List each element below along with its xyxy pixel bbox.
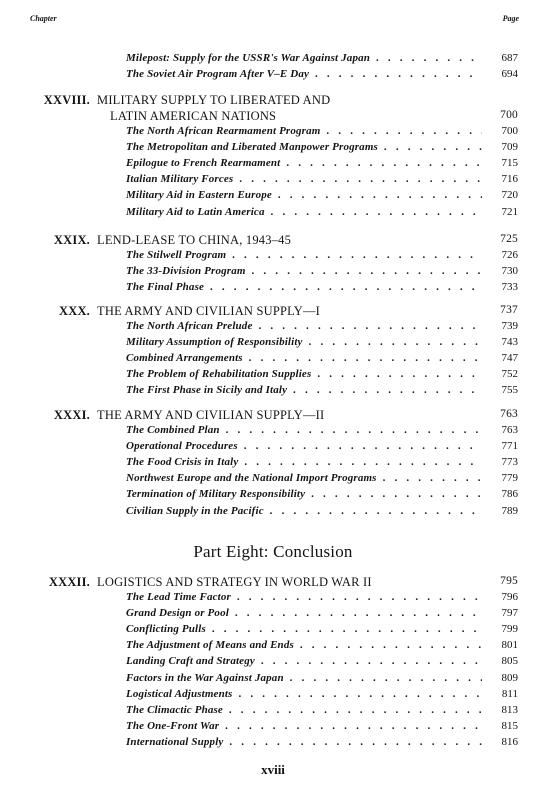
entry-page: 805	[501, 655, 518, 668]
entry-page: 694	[501, 68, 518, 81]
entry-title: Landing Craft and Strategy . . .	[126, 655, 482, 667]
entry-title: The North African Rearmament Program . . .	[126, 125, 482, 137]
entry-title: The Problem of Rehabilitation Supplies . . .	[126, 368, 482, 380]
entry-title: The Food Crisis in Italy . . .	[126, 456, 482, 468]
entry-title: Military Assumption of Responsibility . . .	[126, 336, 482, 348]
entry-title: Milepost: Supply for the USSR's War Against Japan . . .	[126, 52, 482, 64]
entry-page: 752	[501, 368, 518, 381]
entry-page: 739	[501, 320, 518, 332]
entry-page: 733	[501, 281, 518, 294]
entry-page: 709	[501, 141, 518, 154]
entry-page: 811	[501, 687, 518, 700]
chapter-column-header: Chapter	[30, 14, 57, 23]
part-heading: Part Eight: Conclusion	[193, 542, 353, 561]
entry-title: Operational Procedures . . .	[126, 440, 482, 452]
entry-title: The One-Front War . . .	[126, 720, 482, 732]
entry-page: 813	[501, 703, 518, 716]
entry-page: 700	[501, 125, 518, 137]
chapter-title: THE ARMY AND CIVILIAN SUPPLY—II	[97, 408, 325, 422]
entry-page: 763	[501, 424, 518, 436]
entry-page: 809	[501, 671, 518, 684]
entry-title: Italian Military Forces . . .	[126, 173, 482, 185]
entry-title: The Stilwell Program . . .	[126, 249, 482, 261]
entry-title: The Soviet Air Program After V–E Day . . .	[126, 68, 482, 80]
chapter-title: THE ARMY AND CIVILIAN SUPPLY—I	[97, 304, 321, 318]
entry-page: 715	[501, 157, 518, 170]
entry-page: 747	[501, 352, 518, 365]
chapter-page: 763	[500, 408, 518, 420]
entry-title: International Supply . . .	[126, 736, 482, 748]
entry-title: The First Phase in Sicily and Italy . . .	[126, 384, 482, 396]
chapter-page: 700	[500, 109, 518, 121]
page-column-header: Page	[502, 14, 519, 23]
page-folio: xviii	[261, 762, 285, 777]
chapter-number: XXXII.	[48, 575, 90, 589]
chapter-number: XXX.	[58, 304, 90, 318]
entry-page: 779	[501, 472, 518, 485]
chapter-number: XXIX.	[53, 233, 90, 247]
entry-page: 743	[501, 336, 518, 349]
entry-title: The Adjustment of Means and Ends . . .	[126, 639, 482, 651]
entry-page: 771	[501, 440, 518, 453]
entry-page: 815	[501, 719, 518, 732]
entry-title: The Combined Plan . . .	[126, 424, 482, 436]
entry-title: The Climactic Phase . . .	[126, 704, 482, 716]
entry-title: Factors in the War Against Japan . . .	[126, 672, 482, 684]
entry-title: The Metropolitan and Liberated Manpower Programs . . .	[126, 141, 482, 153]
chapter-title: LOGISTICS AND STRATEGY IN WORLD WAR II	[97, 575, 372, 589]
chapter-number: XXXI.	[53, 408, 90, 422]
entry-title: Epilogue to French Rearmament . . .	[126, 157, 482, 169]
entry-title: Civilian Supply in the Pacific . . .	[126, 505, 482, 517]
entry-page: 687	[501, 52, 518, 64]
entry-page: 726	[501, 249, 518, 261]
chapter-title: LATIN AMERICAN NATIONS	[110, 109, 277, 123]
entry-title: Conflicting Pulls . . .	[126, 623, 482, 635]
entry-page: 796	[501, 591, 518, 603]
entry-page: 789	[501, 504, 518, 517]
entry-title: Combined Arrangements . . .	[126, 352, 482, 364]
entry-title: Grand Design or Pool . . .	[126, 607, 482, 619]
entry-page: 720	[501, 189, 518, 202]
chapter-title: LEND-LEASE TO CHINA, 1943–45	[97, 233, 292, 247]
entry-page: 755	[501, 384, 518, 397]
chapter-page: 737	[500, 304, 518, 316]
entry-title: Military Aid in Eastern Europe . . .	[126, 189, 482, 201]
entry-title: Northwest Europe and the National Import Programs . . .	[126, 472, 482, 484]
entry-title: Logistical Adjustments . . .	[126, 688, 482, 700]
entry-page: 773	[501, 456, 518, 469]
entry-page: 786	[501, 488, 518, 501]
entry-title: The 33-Division Program . . .	[126, 265, 482, 277]
entry-page: 799	[501, 623, 518, 636]
entry-page: 716	[501, 173, 518, 186]
entry-title: Military Aid to Latin America . . .	[126, 206, 482, 218]
entry-page: 797	[501, 607, 518, 620]
entry-title: The North African Prelude . . .	[126, 320, 482, 332]
entry-title: The Final Phase . . .	[126, 281, 482, 293]
chapter-page: 795	[500, 575, 518, 587]
entry-page: 801	[501, 639, 518, 652]
chapter-number: XXVIII.	[43, 93, 90, 107]
entry-page: 730	[501, 265, 518, 278]
chapter-title: MILITARY SUPPLY TO LIBERATED AND	[97, 93, 331, 107]
entry-title: Termination of Military Responsibility . . .	[126, 488, 482, 500]
entry-page: 816	[501, 735, 518, 748]
chapter-page: 725	[500, 233, 518, 245]
entry-title: The Lead Time Factor . . .	[126, 591, 482, 603]
entry-page: 721	[501, 205, 518, 218]
